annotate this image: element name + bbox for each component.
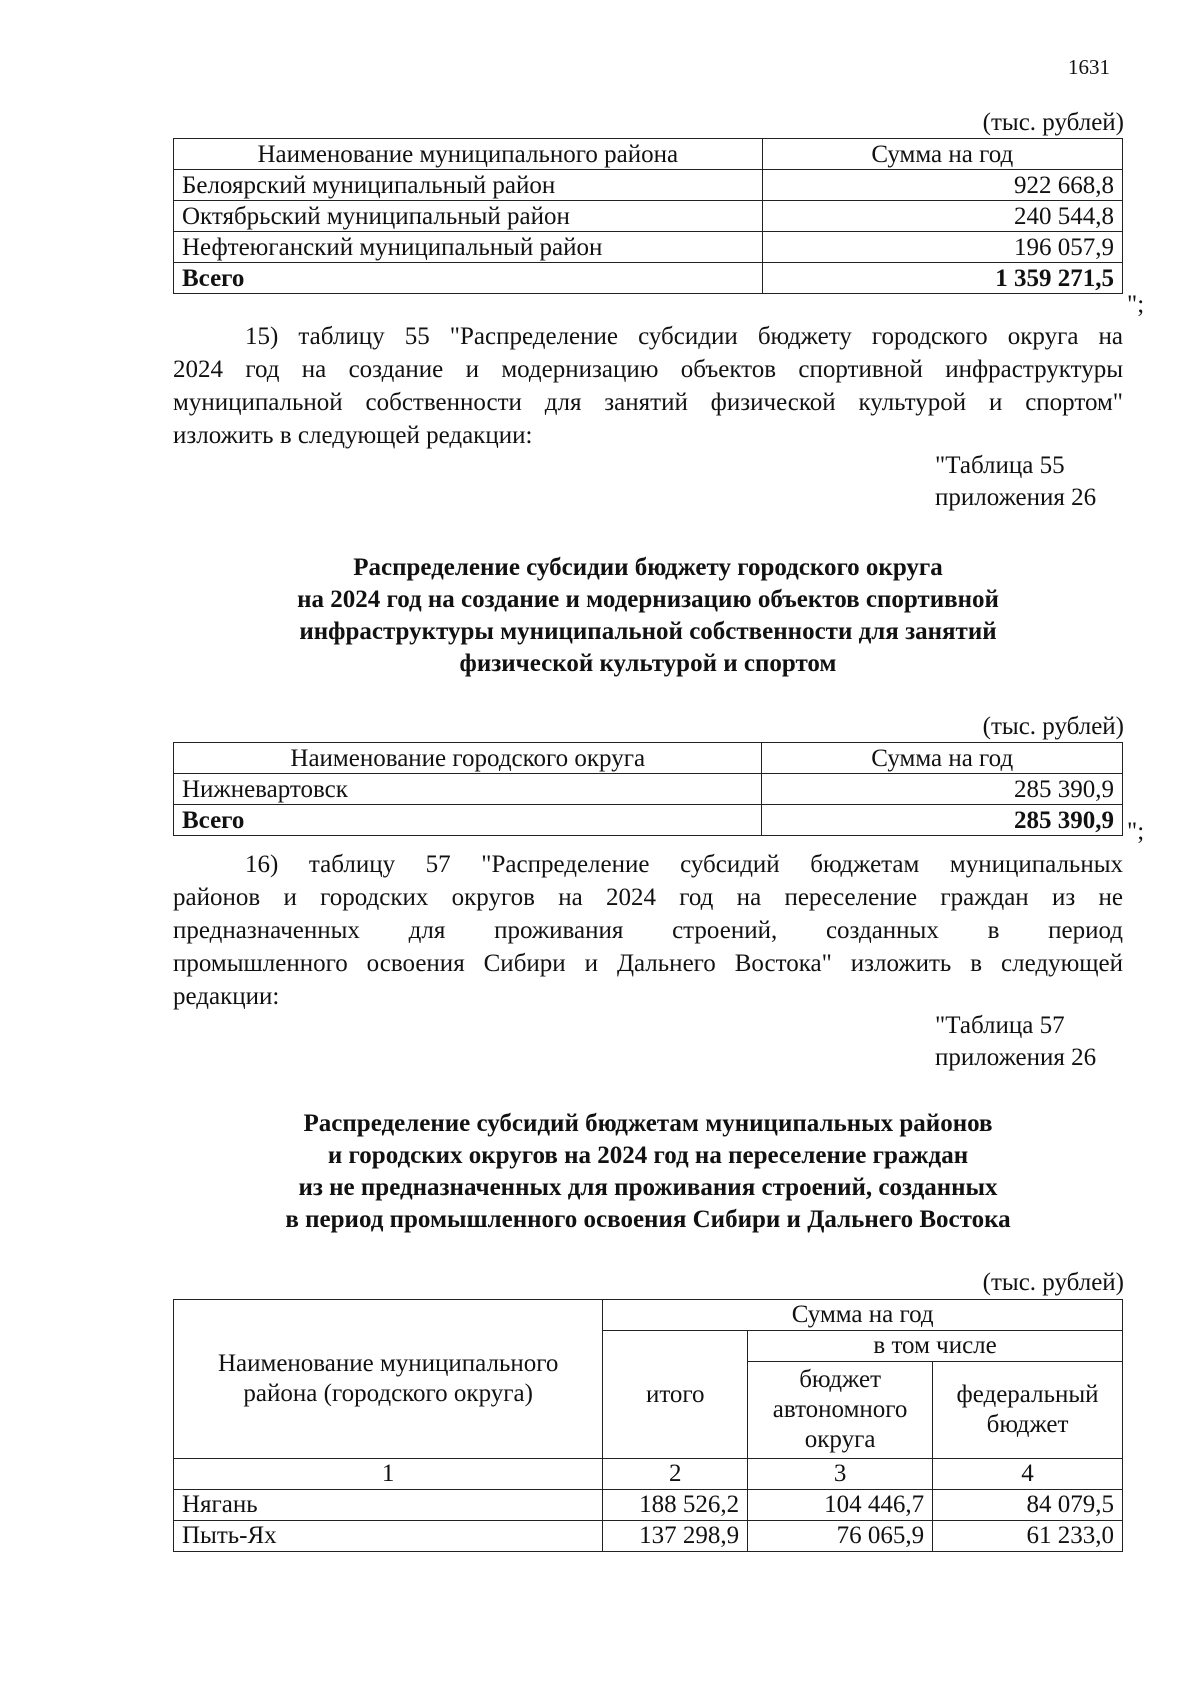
paragraph-line: 15) таблицу 55 "Распределение субсидии бюджету городского округа на <box>245 323 1123 350</box>
table55-reference <box>935 450 1096 514</box>
table-row <box>174 1521 1123 1552</box>
table2-units: (тыс. рублей) <box>982 713 1124 740</box>
paragraph-line: 2024 год на создание и модернизацию объектов спортивной инфраструктуры <box>173 356 1123 383</box>
paragraph-line: районов и городских округов на 2024 год на переселение граждан из не <box>173 884 1123 911</box>
table3-col-numbers <box>174 1459 1123 1490</box>
okrug-name: Нижневартовск <box>174 774 762 805</box>
table3-header-incl: в том числе <box>748 1331 1123 1362</box>
col-number: 2 <box>603 1459 748 1490</box>
table57-reference <box>935 1010 1096 1074</box>
table1 <box>173 138 1123 294</box>
municipality-name: Пыть-Ях <box>174 1521 603 1552</box>
table-ref-line: приложения 26 <box>935 484 1097 511</box>
federal-budget-value: 61 233,0 <box>933 1521 1123 1552</box>
table-ref-line: "Таблица 55 <box>935 452 1065 479</box>
heading-line: из не предназначенных для проживания строений, созданных <box>298 1174 998 1201</box>
paragraph-line: муниципальной собственности для занятий физической культурой и спортом" <box>173 389 1123 416</box>
table-row <box>174 1490 1123 1521</box>
district-name: Нефтеюганский муниципальный район <box>174 232 763 263</box>
table1-total-row <box>174 263 1123 294</box>
municipality-name: Нягань <box>174 1490 603 1521</box>
paragraph-line: предназначенных для проживания строений, созданных в период <box>173 917 1123 944</box>
table3-header-sum: Сумма на год <box>603 1300 1123 1331</box>
district-sum: 196 057,9 <box>762 232 1122 263</box>
table2-header-sum: Сумма на год <box>762 743 1123 774</box>
col-number: 1 <box>174 1459 603 1490</box>
paragraph-line: изложить в следующей редакции: <box>173 422 533 449</box>
table2-total-row <box>174 805 1123 836</box>
table-row <box>174 232 1123 263</box>
item16-paragraph <box>173 848 1123 1013</box>
table3-units: (тыс. рублей) <box>982 1269 1124 1296</box>
item15-paragraph <box>173 320 1123 452</box>
total-value: 137 298,9 <box>603 1521 748 1552</box>
table1-header-sum: Сумма на год <box>762 139 1122 170</box>
table2-closing-quote: "; <box>1127 818 1145 845</box>
table3-header-total: итого <box>603 1331 748 1459</box>
table3-header-fed: федеральный бюджет <box>933 1362 1123 1459</box>
table3-header-name: Наименование муниципального района (городского округа) <box>174 1300 603 1459</box>
table57-heading <box>173 1108 1123 1236</box>
heading-line: Распределение субсидий бюджетам муниципальных районов <box>303 1110 993 1137</box>
heading-line: физической культурой и спортом <box>459 650 837 677</box>
col-number: 4 <box>933 1459 1123 1490</box>
table-row <box>174 201 1123 232</box>
district-sum: 240 544,8 <box>762 201 1122 232</box>
total-sum: 285 390,9 <box>762 805 1123 836</box>
table-row <box>174 774 1123 805</box>
col-number: 3 <box>748 1459 933 1490</box>
total-label: Всего <box>174 805 762 836</box>
total-label: Всего <box>174 263 763 294</box>
table-ref-line: приложения 26 <box>935 1044 1097 1071</box>
table-row <box>174 170 1123 201</box>
page-number: 1631 <box>1068 55 1110 79</box>
table2 <box>173 742 1123 836</box>
ao-budget-value: 76 065,9 <box>748 1521 933 1552</box>
heading-line: и городских округов на 2024 год на переселение граждан <box>327 1142 969 1169</box>
paragraph-line: 16) таблицу 57 "Распределение субсидий бюджетам муниципальных <box>245 851 1123 878</box>
heading-line: инфраструктуры муниципальной собственности для занятий <box>299 618 997 645</box>
federal-budget-value: 84 079,5 <box>933 1490 1123 1521</box>
table3-header-ao: бюджет автономного округа <box>748 1362 933 1459</box>
district-name: Октябрьский муниципальный район <box>174 201 763 232</box>
table1-header-name: Наименование муниципального района <box>174 139 763 170</box>
district-sum: 922 668,8 <box>762 170 1122 201</box>
table2-header-name: Наименование городского округа <box>174 743 762 774</box>
paragraph-line: редакции: <box>173 983 280 1010</box>
table2-header-row <box>174 743 1123 774</box>
table1-closing-quote: "; <box>1127 291 1145 318</box>
total-value: 188 526,2 <box>603 1490 748 1521</box>
heading-line: на 2024 год на создание и модернизацию объектов спортивной <box>297 586 999 613</box>
heading-line: в период промышленного освоения Сибири и Дальнего Востока <box>285 1206 1011 1233</box>
heading-line: Распределение субсидии бюджету городского округа <box>353 554 943 581</box>
district-name: Белоярский муниципальный район <box>174 170 763 201</box>
table1-units: (тыс. рублей) <box>982 109 1124 136</box>
table55-heading <box>173 552 1123 680</box>
table3 <box>173 1299 1123 1552</box>
total-sum: 1 359 271,5 <box>762 263 1122 294</box>
okrug-sum: 285 390,9 <box>762 774 1123 805</box>
table-ref-line: "Таблица 57 <box>935 1012 1065 1039</box>
ao-budget-value: 104 446,7 <box>748 1490 933 1521</box>
table1-header-row <box>174 139 1123 170</box>
paragraph-line: промышленного освоения Сибири и Дальнего Востока" изложить в следующей <box>173 950 1123 977</box>
